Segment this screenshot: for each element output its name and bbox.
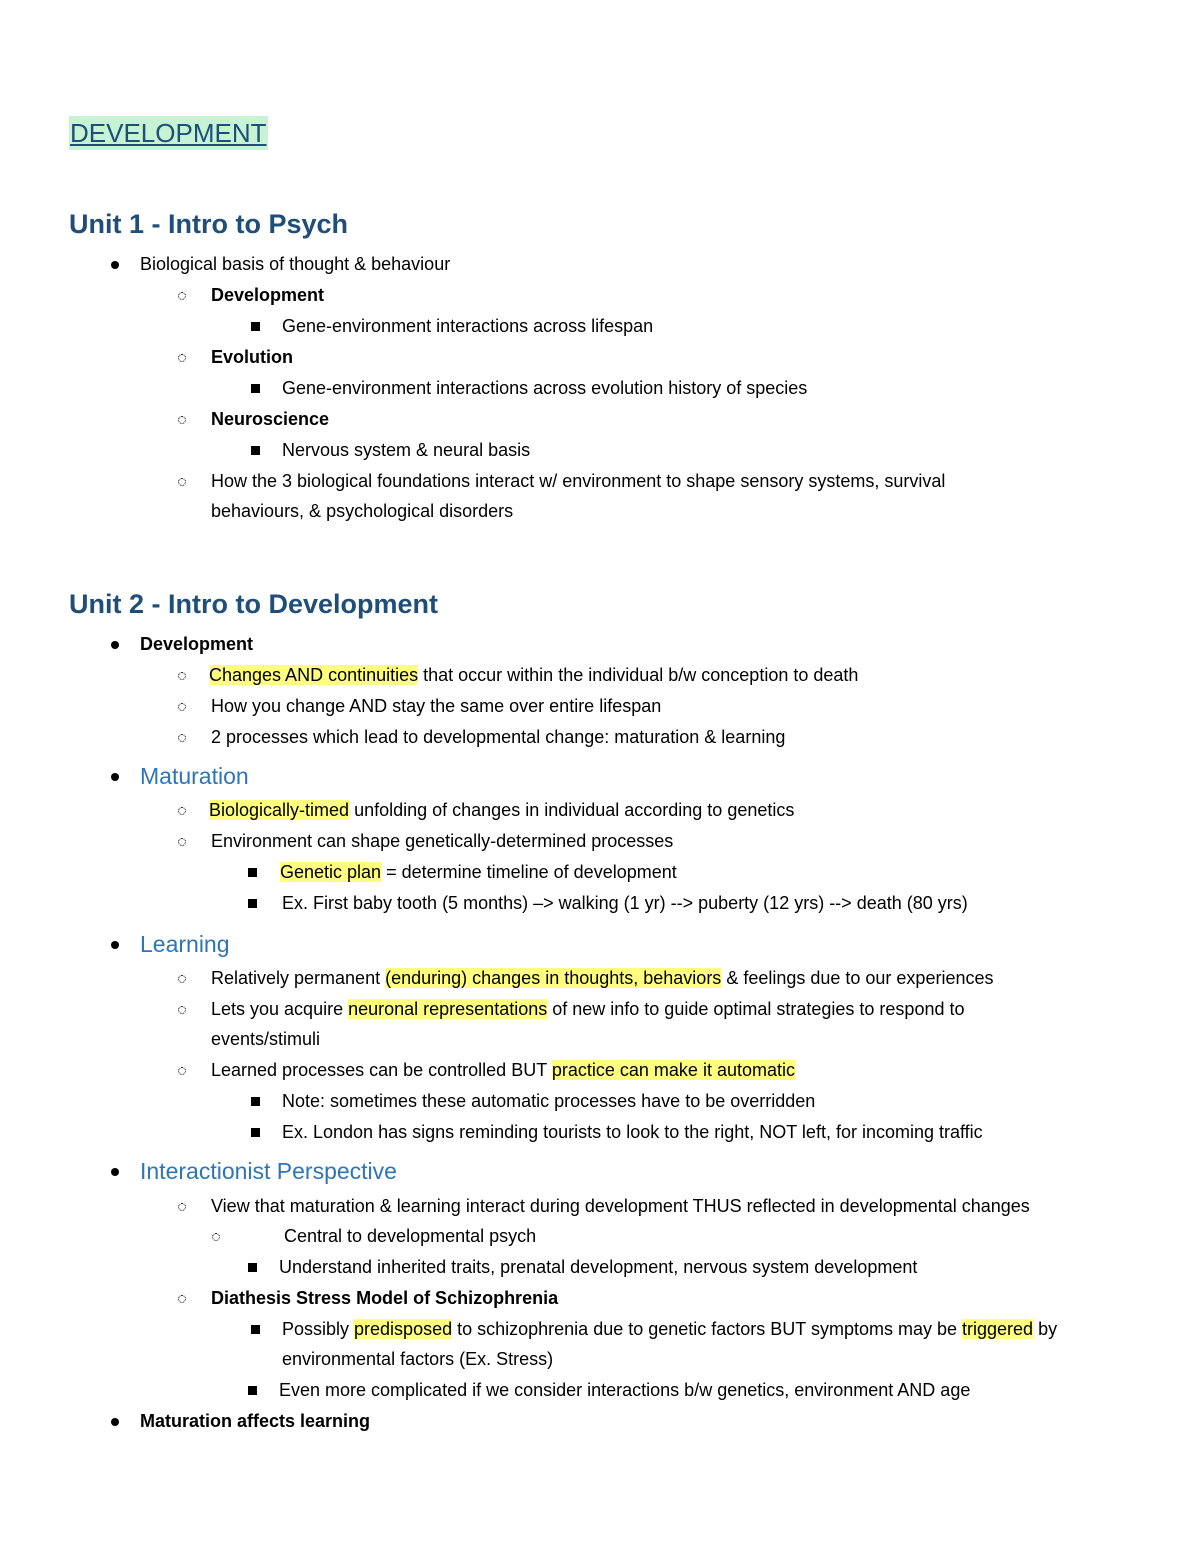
bullet-ring-icon <box>178 1067 186 1075</box>
learning-item-relatively-permanent: Relatively permanent (enduring) changes in thoughts, behaviors & feelings due to our experiences <box>211 968 994 988</box>
bullet-square-icon <box>251 1097 260 1106</box>
bullet-ring-icon <box>178 292 186 300</box>
document-title: DEVELOPMENT <box>70 118 267 148</box>
unit2-item-development: Development <box>140 634 254 654</box>
unit1-item-evolution: Evolution <box>211 347 293 367</box>
unit2-heading: Unit 2 - Intro to Development <box>69 589 439 619</box>
highlight: Genetic plan <box>280 862 382 882</box>
unit1-item-foundations-line2: behaviours, & psychological disorders <box>211 501 514 521</box>
interactionist-item-predisposed-line2: environmental factors (Ex. Stress) <box>282 1349 554 1369</box>
bullet-dot-icon <box>111 261 119 269</box>
highlight: Changes AND continuities <box>209 665 419 685</box>
interactionist-heading: Interactionist Perspective <box>140 1158 397 1184</box>
bullet-dot-icon <box>111 941 119 949</box>
bullet-dot-icon <box>111 1418 119 1426</box>
bullet-ring-icon <box>212 1233 220 1241</box>
bullet-ring-icon <box>178 807 186 815</box>
learning-item-neuronal-line1: Lets you acquire neuronal representations of new info to guide optimal strategies to respond to <box>211 999 965 1019</box>
interactionist-item-diathesis: Diathesis Stress Model of Schizophrenia <box>211 1288 559 1308</box>
maturation-item-biologically-timed: Biologically-timed unfolding of changes in individual according to genetics <box>209 800 795 820</box>
unit1-item-gene-evolution: Gene-environment interactions across evolution history of species <box>282 378 808 398</box>
bullet-ring-icon <box>178 672 186 680</box>
bullet-ring-icon <box>178 975 186 983</box>
learning-item-london: Ex. London has signs reminding tourists to look to the right, NOT left, for incoming traffic <box>282 1122 983 1142</box>
maturation-item-example: Ex. First baby tooth (5 months) –> walking (1 yr) --> puberty (12 yrs) --> death (80 yrs) <box>282 893 968 913</box>
bullet-ring-icon <box>178 1203 186 1211</box>
bullet-square-icon <box>248 868 257 877</box>
bullet-square-icon <box>251 1128 260 1137</box>
unit1-heading: Unit 1 - Intro to Psych <box>69 209 349 239</box>
bullet-square-icon <box>248 1386 257 1395</box>
maturation-heading: Maturation <box>140 763 249 789</box>
bullet-ring-icon <box>178 1295 186 1303</box>
unit2-item-change-stay-same: How you change AND stay the same over entire lifespan <box>211 696 662 716</box>
maturation-item-genetic-plan: Genetic plan = determine timeline of development <box>280 862 677 882</box>
bullet-ring-icon <box>178 1006 186 1014</box>
bullet-ring-icon <box>178 416 186 424</box>
learning-heading: Learning <box>140 931 230 957</box>
interactionist-item-central: Central to developmental psych <box>284 1226 537 1246</box>
bullet-dot-icon <box>111 641 119 649</box>
highlight: practice can make it automatic <box>551 1060 795 1080</box>
bullet-ring-icon <box>178 838 186 846</box>
bullet-square-icon <box>248 1263 257 1272</box>
highlight: (enduring) changes in thoughts, behaviors <box>385 968 722 988</box>
interactionist-item-inherited: Understand inherited traits, prenatal development, nervous system development <box>279 1257 918 1277</box>
learning-item-controlled: Learned processes can be controlled BUT practice can make it automatic <box>211 1060 795 1080</box>
unit2-item-maturation-affects-learning: Maturation affects learning <box>140 1411 371 1431</box>
bullet-square-icon <box>251 1325 260 1334</box>
unit2-item-changes-continuities: Changes AND continuities that occur within the individual b/w conception to death <box>209 665 859 685</box>
bullet-ring-icon <box>178 703 186 711</box>
bullet-square-icon <box>251 446 260 455</box>
bullet-square-icon <box>251 322 260 331</box>
unit1-item-gene-lifespan: Gene-environment interactions across lifespan <box>282 316 654 336</box>
unit1-item-foundations-line1: How the 3 biological foundations interact w/ environment to shape sensory systems, survival <box>211 471 946 491</box>
bullet-dot-icon <box>111 1168 119 1176</box>
learning-item-note: Note: sometimes these automatic processes have to be overridden <box>282 1091 816 1111</box>
highlight: neuronal representations <box>348 999 548 1019</box>
highlight: predisposed <box>354 1319 453 1339</box>
bullet-ring-icon <box>178 478 186 486</box>
unit2-item-two-processes: 2 processes which lead to developmental change: maturation & learning <box>211 727 786 747</box>
unit1-item-nervous-system: Nervous system & neural basis <box>282 440 531 460</box>
unit1-item-biological-basis: Biological basis of thought & behaviour <box>140 254 451 274</box>
bullet-square-icon <box>251 384 260 393</box>
learning-item-neuronal-line2: events/stimuli <box>211 1029 321 1049</box>
unit1-item-development: Development <box>211 285 325 305</box>
highlight: Biologically-timed <box>209 800 350 820</box>
bullet-ring-icon <box>178 734 186 742</box>
bullet-dot-icon <box>111 773 119 781</box>
maturation-item-environment: Environment can shape genetically-determined processes <box>211 831 674 851</box>
bullet-ring-icon <box>178 354 186 362</box>
unit1-item-neuroscience: Neuroscience <box>211 409 330 429</box>
interactionist-item-complicated: Even more complicated if we consider interactions b/w genetics, environment AND age <box>279 1380 971 1400</box>
interactionist-item-view: View that maturation & learning interact during development THUS reflected in developmental changes <box>211 1196 1030 1216</box>
bullet-square-icon <box>248 899 257 908</box>
highlight: triggered <box>962 1319 1034 1339</box>
interactionist-item-predisposed-line1: Possibly predisposed to schizophrenia due to genetic factors BUT symptoms may be triggered by <box>282 1319 1058 1339</box>
